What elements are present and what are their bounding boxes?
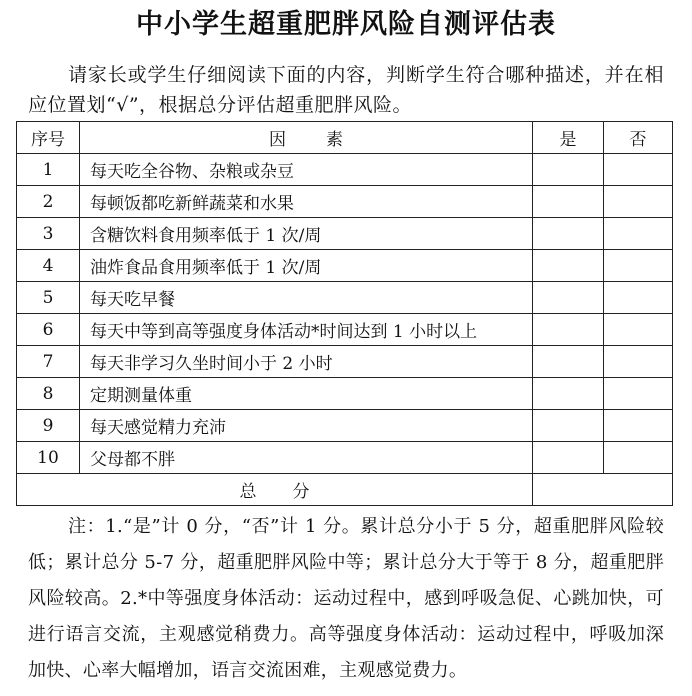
row-number: 6 (17, 314, 80, 346)
row-number: 4 (17, 250, 80, 282)
table-header-row (17, 122, 673, 154)
no-check-cell[interactable] (604, 378, 673, 410)
header-number: 序号 (17, 122, 80, 154)
total-score-cell[interactable] (533, 474, 673, 506)
row-factor: 每天非学习久坐时间小于 2 小时 (80, 346, 533, 378)
yes-check-cell[interactable] (533, 314, 604, 346)
document-title: 中小学生超重肥胖风险自测评估表 (136, 9, 556, 40)
row-factor: 含糖饮料食用频率低于 1 次/周 (80, 218, 533, 250)
row-number: 3 (17, 218, 80, 250)
table-row (17, 314, 673, 346)
table-row (17, 218, 673, 250)
no-check-cell[interactable] (604, 442, 673, 474)
no-check-cell[interactable] (604, 218, 673, 250)
notes-paragraph: 注：1.“是”计 0 分，“否”计 1 分。累计总分小于 5 分，超重肥胖风险较低；累计总分 5-7 分，超重肥胖风险中等；累计总分大于等于 8 分，超重肥胖风险较高。2.*中等强度身体活动：运动过程中，感到呼吸急促、心跳加快，可进行语言交流，主观感觉稍费力。高等强度身体活动：运动过程中，呼吸加深加快、心率大幅增加，语言交流困难，主观感觉费力。 (28, 516, 664, 681)
table-row (17, 346, 673, 378)
table-row (17, 250, 673, 282)
row-number: 7 (17, 346, 80, 378)
row-number: 8 (17, 378, 80, 410)
yes-check-cell[interactable] (533, 346, 604, 378)
yes-check-cell[interactable] (533, 218, 604, 250)
no-check-cell[interactable] (604, 282, 673, 314)
row-factor: 定期测量体重 (80, 378, 533, 410)
row-factor: 每天中等到高等强度身体活动*时间达到 1 小时以上 (80, 314, 533, 346)
row-factor: 油炸食品食用频率低于 1 次/周 (80, 250, 533, 282)
no-check-cell[interactable] (604, 410, 673, 442)
table-row (17, 442, 673, 474)
yes-check-cell[interactable] (533, 378, 604, 410)
assessment-table (16, 121, 673, 506)
row-factor: 每天吃全谷物、杂粮或杂豆 (80, 154, 533, 186)
header-factor (80, 122, 533, 154)
table-row (17, 186, 673, 218)
yes-check-cell[interactable] (533, 154, 604, 186)
yes-check-cell[interactable] (533, 250, 604, 282)
header-factor-label: 因素 (269, 130, 383, 150)
table-row (17, 378, 673, 410)
row-factor: 每顿饭都吃新鲜蔬菜和水果 (80, 186, 533, 218)
yes-check-cell[interactable] (533, 410, 604, 442)
intro-paragraph: 请家长或学生仔细阅读下面的内容，判断学生符合哪种描述，并在相应位置划“√”，根据总分评估超重肥胖风险。 (28, 64, 664, 116)
no-check-cell[interactable] (604, 250, 673, 282)
header-no: 否 (604, 122, 673, 154)
yes-check-cell[interactable] (533, 186, 604, 218)
table-row (17, 154, 673, 186)
row-number: 9 (17, 410, 80, 442)
yes-check-cell[interactable] (533, 282, 604, 314)
row-factor: 每天吃早餐 (80, 282, 533, 314)
total-label: 总分 (17, 474, 533, 506)
yes-check-cell[interactable] (533, 442, 604, 474)
table-row (17, 282, 673, 314)
no-check-cell[interactable] (604, 186, 673, 218)
row-factor: 父母都不胖 (80, 442, 533, 474)
no-check-cell[interactable] (604, 346, 673, 378)
header-yes: 是 (533, 122, 604, 154)
table-row (17, 410, 673, 442)
row-number: 1 (17, 154, 80, 186)
row-number: 5 (17, 282, 80, 314)
total-row (17, 474, 673, 506)
no-check-cell[interactable] (604, 154, 673, 186)
row-number: 10 (17, 442, 80, 474)
no-check-cell[interactable] (604, 314, 673, 346)
row-factor: 每天感觉精力充沛 (80, 410, 533, 442)
row-number: 2 (17, 186, 80, 218)
